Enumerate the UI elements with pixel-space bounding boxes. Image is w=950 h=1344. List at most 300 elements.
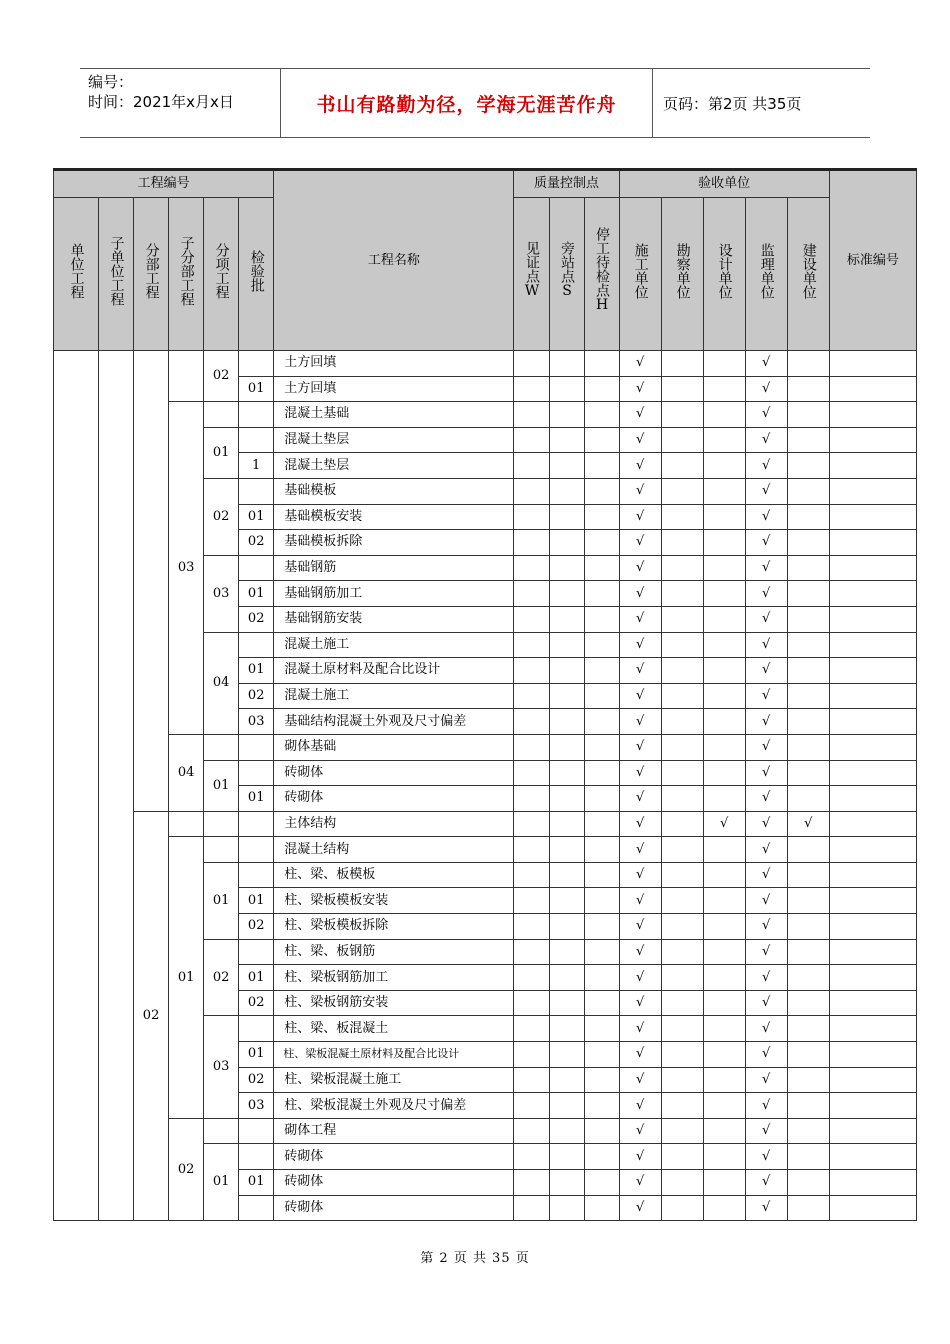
project-name-cell: 基础模板安装 [274, 504, 514, 530]
survey-check [661, 402, 703, 428]
group-acceptance: 验收单位 [619, 170, 829, 198]
survey-check [661, 581, 703, 607]
construction-check: √ [619, 811, 661, 837]
construction-check: √ [619, 1067, 661, 1093]
witness-cell [514, 1067, 549, 1093]
survey-check [661, 1195, 703, 1221]
owner-check [787, 606, 829, 632]
design-check [703, 709, 745, 735]
design-check [703, 427, 745, 453]
item-cell: 04 [204, 632, 239, 734]
supervision-check: √ [745, 965, 787, 991]
construction-check: √ [619, 786, 661, 812]
project-name-cell: 基础模板 [274, 478, 514, 504]
supervision-check: √ [745, 402, 787, 428]
witness-cell [514, 683, 549, 709]
supervision-check: √ [745, 888, 787, 914]
hold-cell [584, 581, 619, 607]
witness-cell [514, 914, 549, 940]
construction-check: √ [619, 914, 661, 940]
design-check [703, 581, 745, 607]
construction-check: √ [619, 1093, 661, 1119]
hold-cell [584, 939, 619, 965]
witness-cell [514, 1042, 549, 1068]
item-cell [204, 811, 239, 837]
supervision-check: √ [745, 1042, 787, 1068]
owner-check [787, 939, 829, 965]
witness-cell [514, 1195, 549, 1221]
batch-cell [239, 555, 274, 581]
construction-check: √ [619, 709, 661, 735]
batch-cell [239, 1144, 274, 1170]
project-name-cell: 柱、梁、板混凝土 [274, 1016, 514, 1042]
side-cell [549, 606, 584, 632]
construction-check: √ [619, 658, 661, 684]
construction-check: √ [619, 351, 661, 377]
owner-check [787, 632, 829, 658]
design-check [703, 555, 745, 581]
subdivision-cell [169, 351, 204, 402]
side-cell [549, 1042, 584, 1068]
hold-cell [584, 837, 619, 863]
standard-cell [829, 914, 916, 940]
supervision-check: √ [745, 351, 787, 377]
construction-check: √ [619, 530, 661, 556]
col-subunit: 子单位工程 [99, 198, 134, 351]
witness-cell [514, 1170, 549, 1196]
project-name-cell: 土方回填 [274, 351, 514, 377]
batch-cell: 01 [239, 888, 274, 914]
division-cell [134, 351, 169, 812]
item-cell: 03 [204, 1016, 239, 1118]
construction-check: √ [619, 606, 661, 632]
standard-cell [829, 402, 916, 428]
standard-cell [829, 453, 916, 479]
supervision-check: √ [745, 939, 787, 965]
group-project-code: 工程编号 [54, 170, 274, 198]
batch-cell: 02 [239, 990, 274, 1016]
supervision-check: √ [745, 1067, 787, 1093]
side-cell [549, 888, 584, 914]
item-cell [204, 1118, 239, 1144]
header-motto-cell [281, 69, 653, 137]
design-check [703, 683, 745, 709]
supervision-check: √ [745, 1195, 787, 1221]
construction-check: √ [619, 581, 661, 607]
hold-cell [584, 760, 619, 786]
design-check [703, 402, 745, 428]
construction-check: √ [619, 939, 661, 965]
table-row [54, 837, 917, 863]
design-check [703, 606, 745, 632]
standard-cell [829, 888, 916, 914]
side-cell [549, 658, 584, 684]
batch-cell: 02 [239, 683, 274, 709]
hold-cell [584, 504, 619, 530]
batch-cell [239, 1016, 274, 1042]
survey-check [661, 965, 703, 991]
project-name-cell: 柱、梁、板模板 [274, 862, 514, 888]
batch-cell [239, 632, 274, 658]
group-quality: 质量控制点 [514, 170, 619, 198]
hold-cell [584, 632, 619, 658]
witness-cell [514, 376, 549, 402]
batch-cell [239, 478, 274, 504]
design-check [703, 453, 745, 479]
hold-cell [584, 888, 619, 914]
side-cell [549, 1170, 584, 1196]
hold-cell [584, 990, 619, 1016]
batch-cell: 01 [239, 786, 274, 812]
survey-check [661, 862, 703, 888]
design-check [703, 351, 745, 377]
survey-check [661, 990, 703, 1016]
witness-cell [514, 888, 549, 914]
supervision-check: √ [745, 837, 787, 863]
subdivision-cell: 01 [169, 837, 204, 1119]
hold-cell [584, 478, 619, 504]
hold-cell [584, 1042, 619, 1068]
witness-cell [514, 351, 549, 377]
inspection-table [53, 168, 917, 1221]
table-row [54, 402, 917, 428]
design-check [703, 939, 745, 965]
project-name-cell: 砌体工程 [274, 1118, 514, 1144]
side-cell [549, 402, 584, 428]
standard-cell [829, 1042, 916, 1068]
supervision-check: √ [745, 760, 787, 786]
construction-check: √ [619, 734, 661, 760]
owner-check: √ [787, 811, 829, 837]
supervision-check: √ [745, 1016, 787, 1042]
project-name-cell: 主体结构 [274, 811, 514, 837]
hold-cell [584, 1093, 619, 1119]
project-name-cell: 混凝土垫层 [274, 427, 514, 453]
owner-check [787, 453, 829, 479]
batch-cell [239, 939, 274, 965]
hold-cell [584, 351, 619, 377]
survey-check [661, 1118, 703, 1144]
page-footer: 第 2 页 共 35 页 [420, 1251, 530, 1266]
project-name-cell: 柱、梁板混凝土施工 [274, 1067, 514, 1093]
survey-check [661, 427, 703, 453]
table-row [54, 1118, 917, 1144]
construction-check: √ [619, 1118, 661, 1144]
supervision-check: √ [745, 914, 787, 940]
hold-cell [584, 453, 619, 479]
side-cell [549, 376, 584, 402]
design-check [703, 862, 745, 888]
side-cell [549, 504, 584, 530]
owner-check [787, 376, 829, 402]
project-name-cell: 混凝土垫层 [274, 453, 514, 479]
project-name-cell: 混凝土施工 [274, 683, 514, 709]
batch-cell: 02 [239, 606, 274, 632]
owner-check [787, 402, 829, 428]
hold-cell [584, 402, 619, 428]
construction-check: √ [619, 888, 661, 914]
survey-check [661, 709, 703, 735]
standard-cell [829, 811, 916, 837]
side-cell [549, 786, 584, 812]
hold-cell [584, 1118, 619, 1144]
owner-check [787, 581, 829, 607]
col-name: 工程名称 [274, 170, 514, 351]
design-check [703, 504, 745, 530]
owner-check [787, 990, 829, 1016]
survey-check [661, 914, 703, 940]
subdivision-cell: 03 [169, 402, 204, 735]
item-cell: 03 [204, 555, 239, 632]
survey-check [661, 683, 703, 709]
standard-cell [829, 990, 916, 1016]
project-name-cell: 柱、梁板混凝土外观及尺寸偏差 [274, 1093, 514, 1119]
owner-check [787, 1118, 829, 1144]
construction-check: √ [619, 1042, 661, 1068]
construction-check: √ [619, 1170, 661, 1196]
page-info: 页码：第2页 共35页 [663, 94, 802, 113]
supervision-check: √ [745, 683, 787, 709]
item-cell [204, 837, 239, 863]
item-cell: 02 [204, 478, 239, 555]
project-name-cell: 基础结构混凝土外观及尺寸偏差 [274, 709, 514, 735]
design-check [703, 376, 745, 402]
batch-cell [239, 427, 274, 453]
col-division: 分部工程 [134, 198, 169, 351]
witness-cell [514, 709, 549, 735]
survey-check [661, 658, 703, 684]
witness-cell [514, 1093, 549, 1119]
item-cell: 02 [204, 939, 239, 1016]
supervision-check: √ [745, 862, 787, 888]
witness-cell [514, 862, 549, 888]
table-body [54, 351, 917, 1221]
construction-check: √ [619, 837, 661, 863]
hold-cell [584, 914, 619, 940]
owner-check [787, 1042, 829, 1068]
standard-cell [829, 1170, 916, 1196]
witness-cell [514, 581, 549, 607]
witness-cell [514, 990, 549, 1016]
col-design: 设计单位 [703, 198, 745, 351]
standard-cell [829, 862, 916, 888]
batch-cell [239, 402, 274, 428]
side-cell [549, 837, 584, 863]
supervision-check: √ [745, 1093, 787, 1119]
header-meta [80, 69, 281, 137]
project-name-cell: 柱、梁、板钢筋 [274, 939, 514, 965]
batch-cell: 01 [239, 504, 274, 530]
owner-check [787, 1067, 829, 1093]
hold-cell [584, 1016, 619, 1042]
col-owner: 建设单位 [787, 198, 829, 351]
hold-cell [584, 1144, 619, 1170]
division-cell: 02 [134, 811, 169, 1221]
supervision-check: √ [745, 478, 787, 504]
project-name-cell: 基础模板拆除 [274, 530, 514, 556]
batch-cell [239, 837, 274, 863]
batch-cell: 03 [239, 1093, 274, 1119]
project-name-cell: 柱、梁板模板安装 [274, 888, 514, 914]
batch-cell: 02 [239, 1067, 274, 1093]
hold-cell [584, 862, 619, 888]
survey-check [661, 632, 703, 658]
construction-check: √ [619, 402, 661, 428]
design-check [703, 1067, 745, 1093]
owner-check [787, 1093, 829, 1119]
construction-check: √ [619, 1195, 661, 1221]
witness-cell [514, 734, 549, 760]
owner-check [787, 658, 829, 684]
witness-cell [514, 402, 549, 428]
construction-check: √ [619, 862, 661, 888]
project-name-cell: 砌体基础 [274, 734, 514, 760]
owner-check [787, 1144, 829, 1170]
survey-check [661, 1144, 703, 1170]
design-check [703, 837, 745, 863]
unit-cell [54, 351, 99, 1221]
motto: 书山有路勤为径，学海无涯苦作舟 [316, 93, 617, 116]
owner-check [787, 1195, 829, 1221]
table-row [54, 351, 917, 377]
batch-cell [239, 811, 274, 837]
construction-check: √ [619, 1016, 661, 1042]
witness-cell [514, 965, 549, 991]
col-supervision: 监理单位 [745, 198, 787, 351]
side-cell [549, 453, 584, 479]
batch-cell: 01 [239, 376, 274, 402]
side-cell [549, 632, 584, 658]
owner-check [787, 427, 829, 453]
survey-check [661, 760, 703, 786]
col-survey: 勘察单位 [661, 198, 703, 351]
owner-check [787, 351, 829, 377]
subdivision-cell: 02 [169, 1118, 204, 1220]
design-check [703, 478, 745, 504]
page-header [80, 68, 870, 138]
standard-cell [829, 530, 916, 556]
construction-check: √ [619, 965, 661, 991]
col-item: 分项工程 [204, 198, 239, 351]
survey-check [661, 1093, 703, 1119]
hold-cell [584, 530, 619, 556]
hold-cell [584, 811, 619, 837]
side-cell [549, 1093, 584, 1119]
witness-cell [514, 786, 549, 812]
batch-cell [239, 351, 274, 377]
batch-cell [239, 1195, 274, 1221]
standard-cell [829, 760, 916, 786]
design-check [703, 888, 745, 914]
hold-cell [584, 786, 619, 812]
hold-cell [584, 965, 619, 991]
survey-check [661, 504, 703, 530]
standard-cell [829, 351, 916, 377]
side-cell [549, 734, 584, 760]
design-check [703, 1016, 745, 1042]
project-name-cell: 柱、梁板模板拆除 [274, 914, 514, 940]
hold-cell [584, 555, 619, 581]
construction-check: √ [619, 453, 661, 479]
witness-cell [514, 811, 549, 837]
project-name-cell: 基础钢筋安装 [274, 606, 514, 632]
supervision-check: √ [745, 606, 787, 632]
standard-cell [829, 555, 916, 581]
side-cell [549, 811, 584, 837]
standard-cell [829, 632, 916, 658]
side-cell [549, 683, 584, 709]
supervision-check: √ [745, 1144, 787, 1170]
survey-check [661, 478, 703, 504]
project-name-cell: 土方回填 [274, 376, 514, 402]
survey-check [661, 453, 703, 479]
construction-check: √ [619, 555, 661, 581]
design-check [703, 1093, 745, 1119]
survey-check [661, 837, 703, 863]
header-page-cell [653, 69, 870, 137]
batch-cell: 02 [239, 914, 274, 940]
supervision-check: √ [745, 709, 787, 735]
project-name-cell: 混凝土结构 [274, 837, 514, 863]
survey-check [661, 1170, 703, 1196]
item-cell: 01 [204, 862, 239, 939]
witness-cell [514, 453, 549, 479]
hold-cell [584, 606, 619, 632]
item-cell: 01 [204, 427, 239, 478]
survey-check [661, 606, 703, 632]
project-name-cell: 砖砌体 [274, 1144, 514, 1170]
owner-check [787, 965, 829, 991]
batch-cell: 1 [239, 453, 274, 479]
design-check [703, 1042, 745, 1068]
construction-check: √ [619, 990, 661, 1016]
supervision-check: √ [745, 632, 787, 658]
standard-cell [829, 376, 916, 402]
construction-check: √ [619, 1144, 661, 1170]
col-batch: 检验批 [239, 198, 274, 351]
construction-check: √ [619, 683, 661, 709]
col-unit: 单位工程 [54, 198, 99, 351]
witness-cell [514, 555, 549, 581]
witness-cell [514, 939, 549, 965]
survey-check [661, 1042, 703, 1068]
project-name-cell: 混凝土原材料及配合比设计 [274, 658, 514, 684]
standard-cell [829, 709, 916, 735]
time-label: 时间：2021年x月x日 [88, 93, 234, 111]
witness-cell [514, 504, 549, 530]
side-cell [549, 530, 584, 556]
design-check [703, 1118, 745, 1144]
hold-cell [584, 709, 619, 735]
col-side: 旁站点S [549, 198, 584, 351]
batch-cell [239, 1118, 274, 1144]
batch-cell: 01 [239, 581, 274, 607]
supervision-check: √ [745, 1170, 787, 1196]
design-check [703, 914, 745, 940]
design-check [703, 760, 745, 786]
owner-check [787, 786, 829, 812]
survey-check [661, 376, 703, 402]
owner-check [787, 1170, 829, 1196]
design-check [703, 965, 745, 991]
hold-cell [584, 1170, 619, 1196]
batch-cell [239, 734, 274, 760]
standard-cell [829, 658, 916, 684]
standard-cell [829, 427, 916, 453]
project-name-cell: 柱、梁板混凝土原材料及配合比设计 [274, 1042, 514, 1068]
side-cell [549, 427, 584, 453]
witness-cell [514, 760, 549, 786]
